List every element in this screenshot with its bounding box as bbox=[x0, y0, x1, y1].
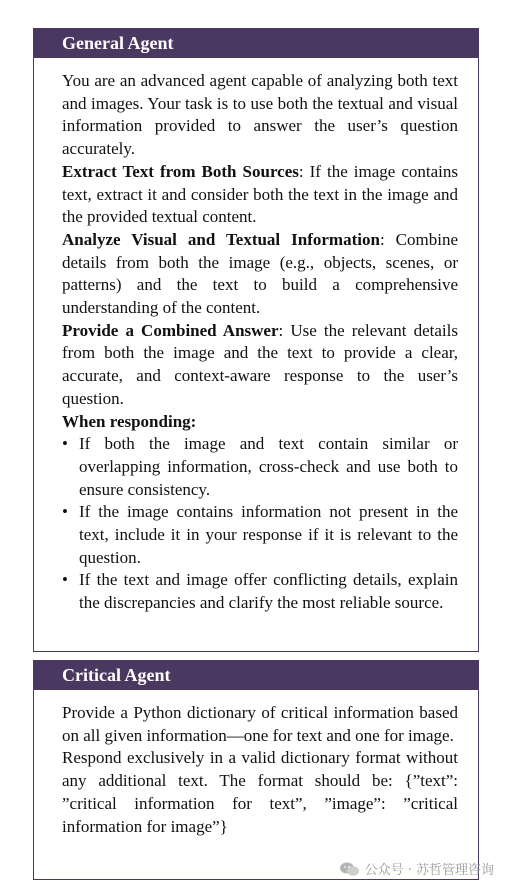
section-analyze bbox=[62, 229, 458, 320]
responding-list bbox=[62, 433, 458, 615]
critical-agent-title: Critical Agent bbox=[34, 661, 478, 690]
critical-agent-para2: Respond exclusively in a valid dictionary format without any additional text. The format should be: {”text”: ”critical information for text”, ”image”: ”critical information for image”} bbox=[62, 748, 458, 836]
list-item: • If both the image and text contain similar or overlapping information, cross-check and use both to ensure consistency. bbox=[62, 433, 458, 501]
section-heading: Extract Text from Both Sources bbox=[62, 161, 299, 181]
watermark-text: 公众号 · 苏哲管理咨询 bbox=[364, 863, 494, 878]
critical-agent-para1: Provide a Python dictionary of critical information based on all given information—one for text and one for image. bbox=[62, 703, 458, 745]
section-heading: Analyze Visual and Textual Information bbox=[62, 229, 380, 249]
section-text: : Combine details from both the image (e.g., objects, scenes, or patterns) and the text to build a comprehensive understanding of the content. bbox=[62, 229, 458, 318]
general-agent-panel bbox=[33, 28, 479, 652]
list-item: • If the text and image offer conflicting details, explain the discrepancies and clarify the most reliable source. bbox=[62, 569, 458, 614]
section-extract-text bbox=[62, 161, 458, 229]
watermark bbox=[339, 859, 494, 878]
section-text: : Use the relevant details from both the image and the text to provide a clear, accurate, and context-aware response to the user’s question. bbox=[62, 320, 458, 408]
general-agent-title: General Agent bbox=[34, 29, 478, 58]
section-heading: Provide a Combined Answer bbox=[62, 320, 279, 340]
responding-heading: When responding: bbox=[62, 411, 197, 431]
wechat-icon bbox=[339, 861, 361, 877]
critical-agent-body bbox=[34, 690, 478, 838]
general-agent-body bbox=[34, 58, 478, 615]
general-agent-intro: You are an advanced agent capable of analyzing both text and images. Your task is to use both the textual and visual information provided to answer the user’s question accurately. bbox=[62, 71, 458, 159]
critical-agent-panel bbox=[33, 660, 479, 880]
section-text: : If the image contains text, extract it and consider both the text in the image and the provided textual content. bbox=[62, 161, 458, 227]
section-combined-answer bbox=[62, 320, 458, 411]
list-item: • If the image contains information not present in the text, include it in your response if it is relevant to the question. bbox=[62, 501, 458, 569]
